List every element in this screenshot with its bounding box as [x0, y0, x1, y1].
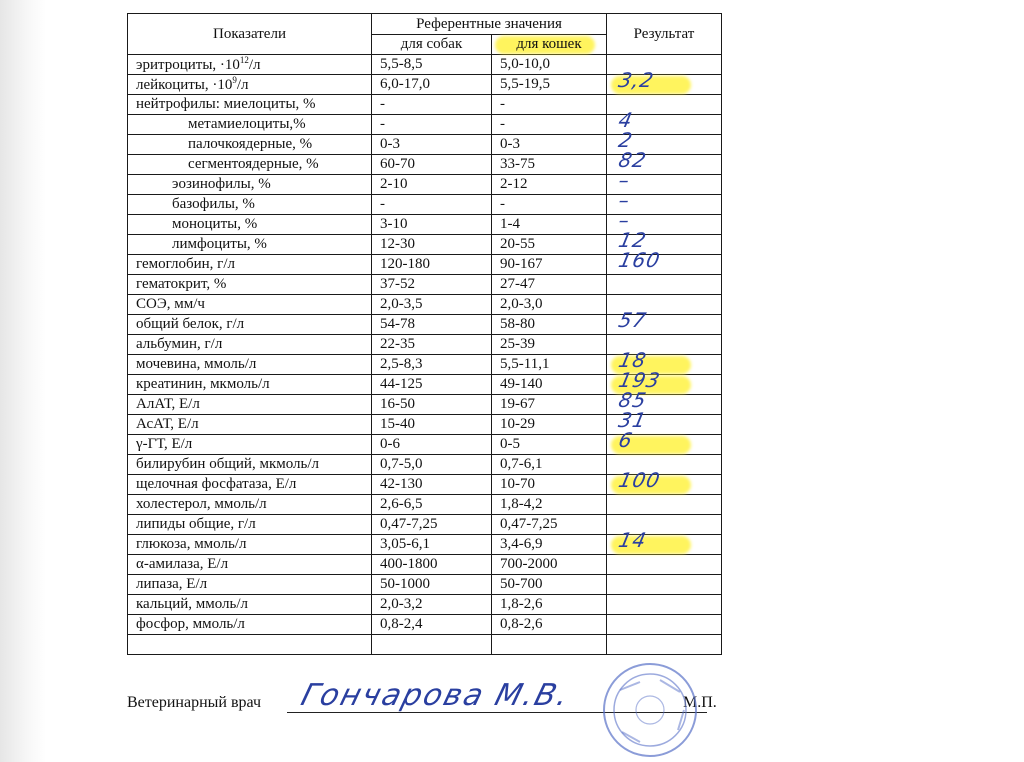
ref-dogs: 0,47-7,25 [372, 515, 492, 535]
handwritten-result: 18 [616, 348, 650, 372]
result-cell [607, 555, 722, 575]
handwritten-result: 3,2 [616, 68, 657, 92]
ref-cats: 19-67 [492, 395, 607, 415]
handwritten-result: 100 [616, 468, 663, 492]
table-row [128, 155, 722, 175]
ref-cats: 27-47 [492, 275, 607, 295]
result-cell [607, 68, 722, 95]
table-row [128, 275, 722, 295]
table-row [128, 75, 722, 95]
handwritten-result: 31 [616, 408, 650, 432]
header-result: Результат [607, 14, 722, 55]
ref-cats: 0,7-6,1 [492, 455, 607, 475]
header-cats-label: для кошек [516, 36, 582, 52]
ref-cats: 1,8-2,6 [492, 595, 607, 615]
table-row [128, 255, 722, 275]
indicator-name: АлАТ, Е/л [128, 395, 372, 415]
indicator-name: фосфор, ммоль/л [128, 615, 372, 635]
ref-cats: 20-55 [492, 235, 607, 255]
handwritten-result: 6 [616, 428, 636, 452]
ref-dogs: 400-1800 [372, 555, 492, 575]
round-stamp [600, 660, 700, 760]
ref-cats: 49-140 [492, 375, 607, 395]
indicator-name: билирубин общий, мкмоль/л [128, 455, 372, 475]
indicator-name: общий белок, г/л [128, 315, 372, 335]
handwritten-result: – [616, 168, 633, 192]
handwritten-result: 14 [616, 528, 650, 552]
ref-dogs: 2-10 [372, 175, 492, 195]
ref-cats: 58-80 [492, 315, 607, 335]
result-cell [607, 468, 722, 495]
indicator-name: метамиелоциты,% [128, 115, 372, 135]
table-row [128, 615, 722, 635]
ref-cats: 0-3 [492, 135, 607, 155]
ref-cats: - [492, 95, 607, 115]
ref-cats: 25-39 [492, 335, 607, 355]
indicator-name: моноциты, % [128, 215, 372, 235]
ref-dogs: 50-1000 [372, 575, 492, 595]
ref-dogs: 0,8-2,4 [372, 615, 492, 635]
indicator-name: гематокрит, % [128, 275, 372, 295]
indicator-name: гемоглобин, г/л [128, 255, 372, 275]
ref-dogs: - [372, 95, 492, 115]
result-cell [607, 528, 722, 555]
table-row [128, 555, 722, 575]
ref-dogs: 5,5-8,5 [372, 55, 492, 75]
ref-dogs: 2,6-6,5 [372, 495, 492, 515]
ref-cats: 5,0-10,0 [492, 55, 607, 75]
indicator-name: мочевина, ммоль/л [128, 355, 372, 375]
table-row [128, 495, 722, 515]
table-row [128, 595, 722, 615]
ref-cats: 2-12 [492, 175, 607, 195]
handwritten-result: 160 [616, 248, 663, 272]
ref-cats: 33-75 [492, 155, 607, 175]
result-cell [607, 248, 722, 275]
ref-dogs: 3,05-6,1 [372, 535, 492, 555]
table-row [128, 435, 722, 455]
ref-dogs [372, 635, 492, 655]
handwritten-result: 4 [616, 108, 636, 132]
indicator-name: эозинофилы, % [128, 175, 372, 195]
ref-cats: 1,8-4,2 [492, 495, 607, 515]
result-cell [607, 575, 722, 595]
table-row [128, 315, 722, 335]
ref-dogs: 37-52 [372, 275, 492, 295]
ref-cats: 3,4-6,9 [492, 535, 607, 555]
indicator-name: альбумин, г/л [128, 335, 372, 355]
indicator-name: холестерол, ммоль/л [128, 495, 372, 515]
ref-cats: 2,0-3,0 [492, 295, 607, 315]
seal-place-label: М.П. [683, 694, 717, 711]
table-row [128, 175, 722, 195]
result-cell [607, 428, 722, 455]
result-cell [607, 595, 722, 615]
header-cats [492, 35, 607, 55]
table-body [128, 55, 722, 655]
indicator-name: нейтрофилы: миелоциты, % [128, 95, 372, 115]
ref-cats: 0-5 [492, 435, 607, 455]
indicator-name: АсАТ, Е/л [128, 415, 372, 435]
indicator-name: кальций, ммоль/л [128, 595, 372, 615]
scan-edge-shadow [0, 0, 46, 762]
ref-dogs: 44-125 [372, 375, 492, 395]
indicator-name: липаза, Е/л [128, 575, 372, 595]
ref-dogs: 2,5-8,3 [372, 355, 492, 375]
ref-cats: 10-29 [492, 415, 607, 435]
indicator-name: γ-ГТ, Е/л [128, 435, 372, 455]
ref-dogs: 12-30 [372, 235, 492, 255]
indicator-name: сегментоядерные, % [128, 155, 372, 175]
ref-cats: 5,5-11,1 [492, 355, 607, 375]
ref-dogs: 0,7-5,0 [372, 455, 492, 475]
ref-dogs: 0-3 [372, 135, 492, 155]
indicator-name: лимфоциты, % [128, 235, 372, 255]
ref-dogs: 54-78 [372, 315, 492, 335]
ref-cats: - [492, 115, 607, 135]
handwritten-result: 82 [616, 148, 650, 172]
ref-cats: 1-4 [492, 215, 607, 235]
result-cell [607, 635, 722, 655]
indicator-name: глюкоза, ммоль/л [128, 535, 372, 555]
ref-dogs: 22-35 [372, 335, 492, 355]
ref-dogs: 6,0-17,0 [372, 75, 492, 95]
indicator-name: липиды общие, г/л [128, 515, 372, 535]
handwritten-result: 193 [616, 368, 663, 392]
handwritten-result: 85 [616, 388, 650, 412]
handwritten-result: – [616, 188, 633, 212]
result-cell [607, 275, 722, 295]
ref-cats: 0,47-7,25 [492, 515, 607, 535]
indicator-name: щелочная фосфатаза, Е/л [128, 475, 372, 495]
lab-results-table [127, 13, 722, 655]
header-indicators: Показатели [128, 14, 372, 55]
ref-cats: 50-700 [492, 575, 607, 595]
indicator-name: эритроциты, $\cdot 10^{12}/л$ [128, 55, 372, 75]
ref-cats: - [492, 195, 607, 215]
header-dogs: для собак [372, 35, 492, 55]
doctor-label: Ветеринарный врач [127, 694, 262, 711]
ref-cats: 5,5-19,5 [492, 75, 607, 95]
handwritten-result: – [616, 208, 633, 232]
ref-dogs: 120-180 [372, 255, 492, 275]
indicator-name: лейкоциты, $\cdot 10^9/л$ [128, 75, 372, 95]
indicator-name: α-амилаза, Е/л [128, 555, 372, 575]
ref-cats: 10-70 [492, 475, 607, 495]
table-row [128, 635, 722, 655]
ref-dogs: 15-40 [372, 415, 492, 435]
table-row [128, 475, 722, 495]
indicator-name: палочкоядерные, % [128, 135, 372, 155]
table-row [128, 195, 722, 215]
ref-cats: 90-167 [492, 255, 607, 275]
ref-dogs: - [372, 115, 492, 135]
header-reference: Референтные значения [372, 14, 607, 35]
ref-cats: 700-2000 [492, 555, 607, 575]
ref-dogs: 2,0-3,2 [372, 595, 492, 615]
ref-dogs: 2,0-3,5 [372, 295, 492, 315]
table-row [128, 535, 722, 555]
ref-dogs: 0-6 [372, 435, 492, 455]
ref-cats: 0,8-2,6 [492, 615, 607, 635]
ref-dogs: 60-70 [372, 155, 492, 175]
doctor-signature: Гончарова М.В. [297, 678, 575, 713]
result-cell [607, 615, 722, 635]
ref-dogs: - [372, 195, 492, 215]
ref-dogs: 16-50 [372, 395, 492, 415]
ref-cats [492, 635, 607, 655]
result-cell [607, 308, 722, 335]
table-row [128, 575, 722, 595]
result-cell [607, 495, 722, 515]
handwritten-result: 57 [616, 308, 650, 332]
indicator-name: СОЭ, мм/ч [128, 295, 372, 315]
handwritten-result: 12 [616, 228, 650, 252]
handwritten-result: 2 [616, 128, 636, 152]
ref-dogs: 42-130 [372, 475, 492, 495]
indicator-name: креатинин, мкмоль/л [128, 375, 372, 395]
ref-dogs: 3-10 [372, 215, 492, 235]
indicator-name: базофилы, % [128, 195, 372, 215]
indicator-name [128, 635, 372, 655]
